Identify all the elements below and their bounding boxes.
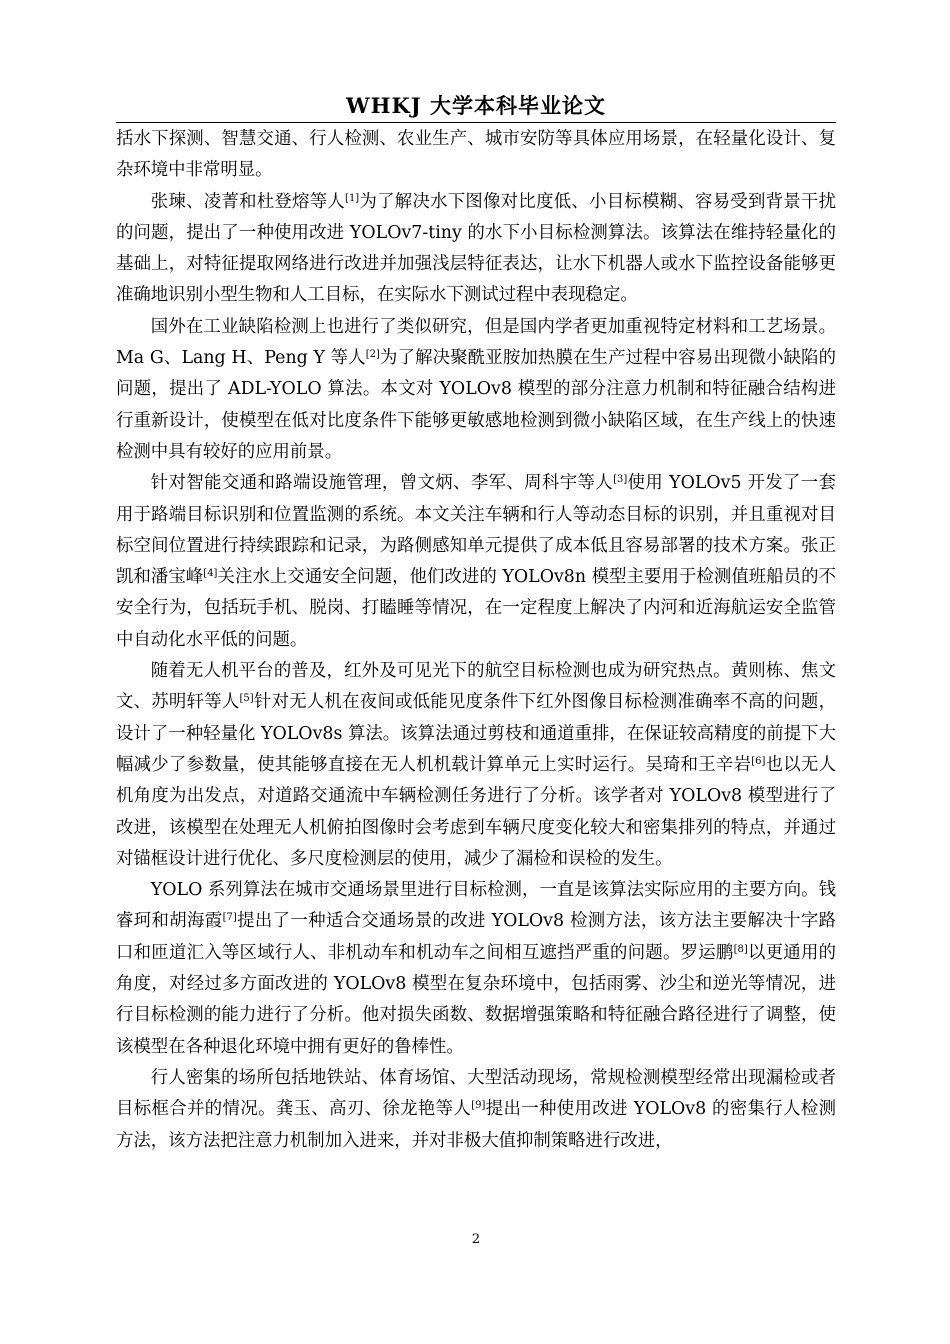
citation-marker: [5] [239, 693, 254, 705]
paragraph [116, 875, 836, 1063]
citation-marker: [2] [365, 349, 380, 361]
paragraph-text: 关注水上交通安全问题，他们改进的 YOLOv8n 模型主要用于检测值班船员的不安全行为，包括玩手机、脱岗、打瞌睡等情况，在一定程度上解决了内河和近海航运安全监管中自动化水平低的问题。 [116, 567, 836, 650]
citation-marker: [3] [613, 474, 628, 486]
paragraph-text: 以更通用的角度，对经过多方面改进的 YOLOv8 模型在复杂环境中，包括雨雾、沙尘和逆光等情况，进行目标检测的能力进行了分析。他对损失函数、数据增强策略和特征融合路径进行了调整，使该模型在各种退化环境中拥有更好的鲁棒性。 [116, 942, 836, 1057]
paragraph-text: 随着无人机平台的普及，红外及可见光下的航空目标检测也成为研究热点。黄则栋、焦文文、苏明轩等人 [116, 661, 836, 713]
paragraph-text: YOLO 系列算法在城市交通场景里进行目标检测，一直是该算法实际应用的主要方向。钱睿珂和胡海霞 [116, 880, 836, 932]
paragraph-text: 使用 YOLOv5 开发了一套用于路端目标识别和位置监测的系统。本文关注车辆和行人等动态目标的识别，并且重视对目标空间位置进行持续跟踪和记录，为路侧感知单元提供了成本低且容易部署的技术方案。张正凯和潘宝峰 [116, 473, 836, 588]
paragraph [116, 468, 836, 656]
body-text [116, 124, 836, 1157]
paragraph-text: 行人密集的场所包括地铁站、体育场馆、大型活动现场，常规检测模型经常出现漏检或者目标框合并的情况。龚玉、高刃、徐龙艳等人 [116, 1067, 836, 1120]
paragraph-text: 为了解决水下图像对比度低、小目标模糊、容易受到背景干扰的问题，提出了一种使用改进 YOLOv7-tiny 的水下小目标检测算法。该算法在维持轻量化的基础上，对特征提取网络进行改进并加强浅层特征表达，让水下机器人或水下监控设备能够更准确地识别小型生物和人工目标，在实际水下测试过程中表现稳定。 [116, 191, 836, 306]
paragraph [116, 124, 836, 187]
citation-marker: [4] [203, 568, 218, 580]
paragraph-text: 提出了一种适合交通场景的改进 YOLOv8 检测方法，该方法主要解决十字路口和匝道汇入等区域行人、非机动车和机动车之间相互遮挡严重的问题。罗运鹏 [116, 911, 836, 963]
paragraph-text: 针对智能交通和路端设施管理，曾文炳、李军、周科宇等人 [150, 473, 614, 494]
citation-marker: [7] [222, 912, 237, 924]
citation-marker: [8] [733, 943, 748, 955]
paragraph-text: 国外在工业缺陷检测上也进行了类似研究，但是国内学者更加重视特定材料和工艺场景。Ma G、Lang H、Peng Y 等人 [116, 316, 836, 369]
paragraph [116, 656, 836, 875]
page-number: 2 [471, 1232, 481, 1247]
paragraph-text: 张瑓、凌菁和杜登熔等人 [150, 191, 346, 212]
paragraph [116, 1063, 836, 1157]
citation-marker: [1] [345, 192, 360, 204]
page-header-title: WHKJ 大学本科毕业论文 [346, 93, 606, 118]
paragraph-text: 也以无人机角度为出发点，对道路交通流中车辆检测任务进行了分析。该学者对 YOLOv8 模型进行了改进，该模型在处理无人机俯拍图像时会考虑到车辆尺度变化较大和密集排列的特点，并通过对锚框设计进行优化、多尺度检测层的使用，减少了漏检和误检的发生。 [116, 754, 836, 869]
citation-marker: [6] [751, 755, 766, 767]
paragraph-text: 为了解决聚酰亚胺加热膜在生产过程中容易出现微小缺陷的问题，提出了 ADL-YOLO 算法。本文对 YOLOv8 模型的部分注意力机制和特征融合结构进行重新设计，使模型在低对比度条件下能够更敏感地检测到微小缺陷区域，在生产线上的快速检测中具有较好的应用前景。 [116, 348, 836, 462]
paragraph [116, 187, 836, 312]
paragraph-text: 针对无人机在夜间或低能见度条件下红外图像目标检测准确率不高的问题，设计了一种轻量化 YOLOv8s 算法。该算法通过剪枝和通道重排，在保证较高精度的前提下大幅减少了参数量，使其能够直接在无人机机载计算单元上实时运行。吴琦和王辛岩 [116, 692, 836, 775]
header-rule [116, 122, 836, 123]
paragraph [116, 312, 836, 468]
citation-marker: [9] [471, 1100, 486, 1112]
paragraph-text: 提出一种使用改进 YOLOv8 的密集行人检测方法，该方法把注意力机制加入进来，并对非极大值抑制策略进行改进， [116, 1099, 836, 1151]
paragraph-text: 括水下探测、智慧交通、行人检测、农业生产、城市安防等具体应用场景，在轻量化设计、复杂环境中非常明显。 [116, 129, 836, 181]
